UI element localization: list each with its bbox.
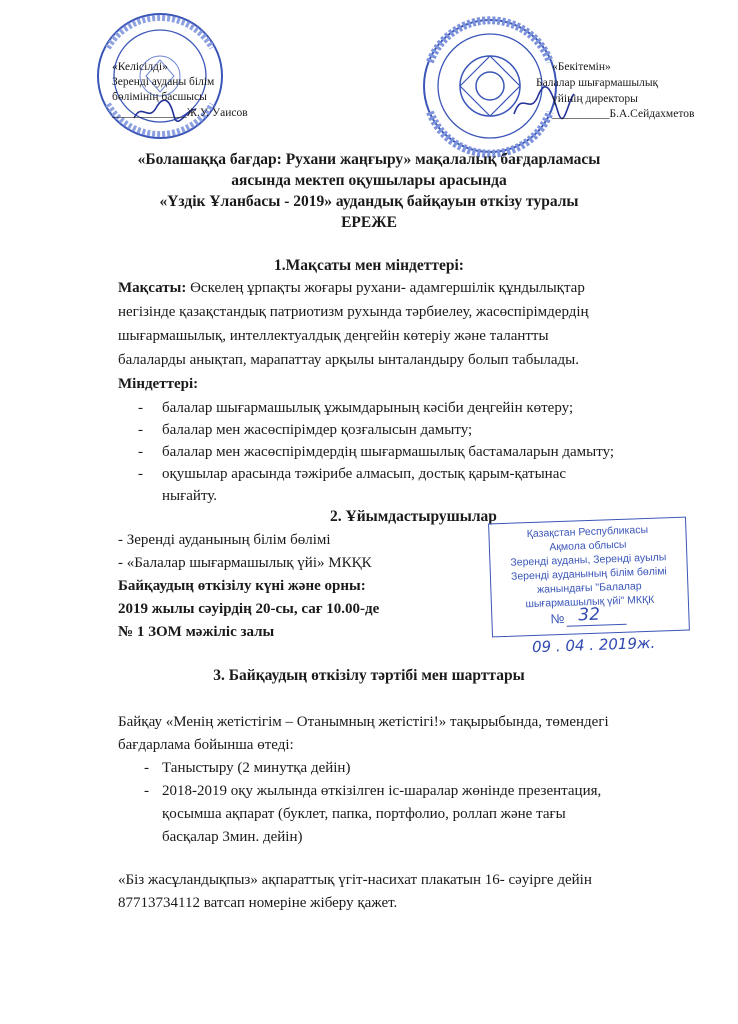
stamp-number-underline — [567, 624, 627, 627]
goal-paragraph-line-2: негізінде қазақстандық патриотизм рухында тәрбиелеу, жасөспірімдердің — [118, 304, 589, 320]
organizer-2: - «Балалар шығармашылық үйі» МКҚК — [118, 555, 372, 571]
section-1-heading: 1.Мақсаты мен міндеттері: — [274, 257, 464, 274]
stamp-number: 32 — [577, 604, 601, 626]
confirm-label: «Бекітемін» — [552, 61, 611, 73]
stamp-district: Зеренді ауданы, Зеренді ауылы — [510, 551, 667, 569]
task-item-4-continued: нығайту. — [162, 488, 218, 504]
registration-stamp — [488, 517, 690, 638]
title-line-1: «Болашаққа бағдар: Рухани жаңғыру» мақалалық бағдарламасы — [137, 151, 601, 168]
confirmer-signature-line: __________Б.А.Сейдахметов — [552, 108, 695, 120]
stamp-org-line-2: шығармашылық үйі" МКҚК — [525, 593, 655, 611]
event-place: № 1 ЗОМ мәжіліс залы — [118, 624, 275, 640]
goal-paragraph-line-3: шығармашылық, интеллектуалдық деңгейін көтеріу және талантты — [118, 328, 549, 344]
when-where-label: Байқаудың өткізілу күні және орны: — [118, 578, 366, 594]
approver-department: Зеренді ауданы білім — [112, 76, 215, 88]
list-bullet: - — [144, 760, 149, 776]
task-item-3: балалар мен жасөспірімдердің шығармашылық бастамаларын дамыту; — [162, 444, 615, 460]
goal-label: Мақсаты: — [118, 280, 187, 296]
title-line-2: аясында мектеп оқушылары арасында — [231, 172, 507, 189]
program-item-1: Таныстыру (2 минутқа дейін) — [162, 760, 351, 776]
confirmer-position: үйінің директоры — [552, 93, 638, 105]
title-line-3: «Үздік Ұланбасы - 2019» аудандық байқауын өткізу туралы — [159, 193, 579, 210]
goal-paragraph-line-1 — [118, 278, 585, 298]
list-bullet: - — [138, 466, 143, 482]
tasks-label: Міндеттері: — [118, 376, 199, 392]
section-3-intro-line-1: Байқау «Менің жетістігім – Отанымның жетістігі!» тақырыбында, төмендегі — [118, 714, 609, 730]
list-bullet: - — [138, 400, 143, 416]
approval-label: «Келісілді» — [112, 61, 168, 73]
approver-position: бөлімінің басшысы — [112, 91, 207, 103]
stamp-number-label: № — [550, 610, 565, 627]
title-line-4: ЕРЕЖЕ — [341, 214, 397, 231]
event-date: 2019 жылы сәуірдің 20-сы, сағ 10.00-де — [118, 601, 380, 617]
approver-signature-line: _____________Ж.У. Уаисов — [112, 107, 248, 119]
stamp-date: 09 . 04 . 2019ж. — [531, 633, 656, 657]
stamp-country: Қазақстан Республикасы — [526, 523, 649, 541]
section-3-heading: 3. Байқаудың өткізілу тәртібі мен шарттары — [213, 667, 525, 684]
list-bullet: - — [138, 422, 143, 438]
section-2-heading: 2. Ұйымдастырушылар — [330, 508, 497, 525]
program-item-2-continued-1: қосымша ақпарат (буклет, папка, портфолио, роллап және тағы — [162, 806, 566, 822]
program-item-2-continued-2: басқалар 3мин. дейін) — [162, 829, 303, 845]
goal-text: Өскелең ұрпақты жоғары рухани- адамгершілік құндылықтар — [186, 280, 585, 296]
confirmer-organization: Балалар шығармашылық — [536, 77, 659, 89]
stamp-org-line-1: жанындағы "Балалар — [536, 580, 642, 596]
footer-note-line-2: 87713734112 ватсап номеріне жіберу қажет. — [118, 895, 398, 911]
list-bullet: - — [144, 783, 149, 799]
section-3-intro-line-2: бағдарлама бойынша өтеді: — [118, 737, 294, 753]
task-item-1: балалар шығармашылық ұжымдарының кәсіби деңгейін көтеру; — [162, 400, 574, 416]
footer-note-line-1: «Біз жасұландықпыз» ақпараттық үгіт-насихат плакатын 16- сәуірге дейін — [118, 872, 592, 888]
stamp-region: Ақмола облысы — [549, 538, 627, 554]
task-item-2: балалар мен жасөспірімдер қозғалысын дамыту; — [162, 422, 473, 438]
task-item-4: оқушылар арасында тәжірибе алмасып, достық қарым-қатынас — [162, 466, 567, 482]
stamp-department: Зеренді ауданының білім бөлімі — [510, 565, 667, 583]
program-item-2: 2018-2019 оқу жылында өткізілген іс-шаралар жөнінде презентация, — [162, 783, 602, 799]
goal-paragraph-line-4: балаларды анықтап, марапаттау арқылы ынталандыру болып табылады. — [118, 352, 580, 368]
list-bullet: - — [138, 444, 143, 460]
organizer-1: - Зеренді ауданының білім бөлімі — [118, 532, 331, 548]
